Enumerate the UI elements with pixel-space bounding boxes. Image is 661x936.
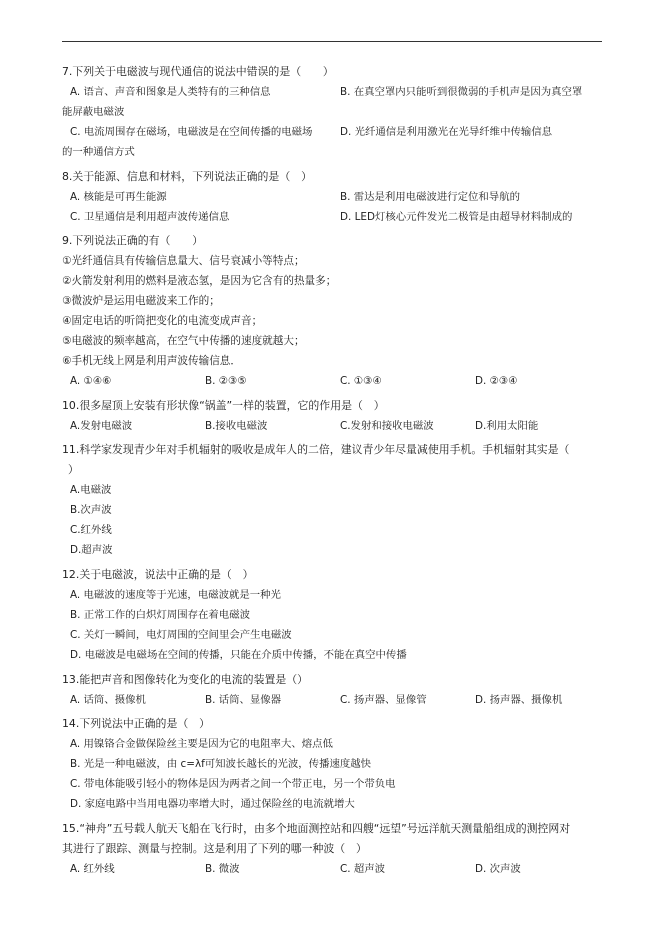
question-8-option-a[interactable]: A. 核能是可再生能源 [70, 190, 167, 203]
question-7-option-d-continued: 的一种通信方式 [62, 146, 135, 158]
question-7-option-b-continued: 能屏蔽电磁波 [62, 106, 125, 118]
question-10-options-row [62, 416, 610, 436]
question-14-option-d[interactable]: D. 家庭电路中当用电器功率增大时，通过保险丝的电流就增大 [70, 798, 355, 811]
question-15-option-d[interactable]: D. 次声波 [475, 862, 521, 875]
question-8-options-row-2 [62, 207, 610, 227]
question-15 [62, 819, 610, 879]
question-11 [62, 440, 610, 560]
question-9-option-a[interactable]: A. ①④⑥ [70, 375, 112, 388]
question-12-option-b[interactable]: B. 正常工作的白炽灯周围存在着电磁波 [70, 608, 250, 621]
question-15-options-row [62, 859, 610, 879]
question-9-statement-1: ①光纤通信具有传输信息量大、信号衰减小等特点； [62, 255, 305, 268]
question-14-option-a[interactable]: A. 用镍铬合金做保险丝主要是因为它的电阻率大、熔点低 [70, 738, 333, 751]
question-7 [62, 62, 610, 162]
question-7-options-row-2 [62, 122, 610, 142]
question-9-statement-4: ④固定电话的听筒把变化的电流变成声音； [62, 315, 263, 328]
question-9-options-row [62, 371, 610, 391]
question-11-stem-continued: ） [68, 463, 79, 477]
question-8-option-b[interactable]: B. 雷达是利用电磁波进行定位和导航的 [340, 190, 520, 203]
question-15-option-c[interactable]: C. 超声波 [340, 862, 386, 875]
question-13 [62, 670, 610, 710]
question-14 [62, 714, 610, 814]
question-10-option-c[interactable]: C.发射和接收电磁波 [340, 419, 434, 432]
question-15-stem: 15.“神舟”五号载人航天飞船在飞行时，由多个地面测控站和四艘“远望”号远洋航天测量船组成的测控网对 [62, 821, 571, 835]
question-9-option-b[interactable]: B. ②③⑤ [205, 375, 247, 388]
question-8-options-row-1 [62, 187, 610, 207]
question-10 [62, 396, 610, 436]
question-9-statement-3: ③微波炉是运用电磁波来工作的； [62, 295, 220, 308]
question-11-option-c[interactable]: C.红外线 [70, 524, 112, 537]
question-7-option-c[interactable]: C. 电流周围存在磁场，电磁波是在空间传播的电磁场 [70, 126, 313, 138]
question-12-option-c[interactable]: C. 关灯一瞬间，电灯周围的空间里会产生电磁波 [70, 628, 292, 641]
question-7-stem: 7.下列关于电磁波与现代通信的说法中错误的是（ ） [62, 65, 334, 78]
question-list [62, 62, 610, 883]
question-9-statement-2: ②火箭发射利用的燃料是液态氢，是因为它含有的热量多； [62, 275, 337, 288]
question-9-statement-5: ⑤电磁波的频率越高，在空气中传播的速度就越大； [62, 335, 305, 348]
question-7-option-d[interactable]: D. 光纤通信是利用激光在光导纤维中传输信息 [340, 126, 553, 138]
question-13-option-a[interactable]: A. 话筒、摄像机 [70, 693, 146, 706]
question-15-option-b[interactable]: B. 微波 [205, 862, 240, 875]
question-13-option-b[interactable]: B. 话筒、显像器 [205, 693, 282, 706]
question-14-option-c[interactable]: C. 带电体能吸引轻小的物体是因为两者之间一个带正电，另一个带负电 [70, 778, 396, 791]
question-10-stem: 10.很多屋顶上安装有形状像“锅盖”一样的装置，它的作用是（ ） [62, 398, 385, 412]
question-10-option-d[interactable]: D.利用太阳能 [475, 419, 539, 432]
question-13-option-c[interactable]: C. 扬声器、显像管 [340, 693, 427, 706]
header-rule [62, 41, 602, 42]
question-12-option-d[interactable]: D. 电磁波是电磁场在空间的传播，只能在介质中传播，不能在真空中传播 [70, 648, 407, 661]
question-11-option-a[interactable]: A.电磁波 [70, 484, 112, 497]
question-15-option-a[interactable]: A. 红外线 [70, 862, 115, 875]
question-11-stem: 11.科学家发现青少年对手机辐射的吸收是成年人的二倍，建议青少年尽量减使用手机。手机辐射其实是（ [62, 443, 570, 457]
question-13-stem: 13.能把声音和图像转化为变化的电流的装置是（） [62, 672, 309, 686]
question-9-stem: 9.下列说法正确的有（ ） [62, 234, 204, 248]
question-12-stem: 12.关于电磁波，说法中正确的是（ ） [62, 567, 254, 581]
question-8-option-c[interactable]: C. 卫星通信是利用超声波传递信息 [70, 210, 230, 223]
question-13-option-d[interactable]: D. 扬声器、摄像机 [475, 693, 563, 706]
question-13-options-row [62, 690, 610, 710]
question-9-statement-6: ⑥手机无线上网是利用声波传输信息． [62, 355, 241, 368]
question-14-option-b[interactable]: B. 光是一种电磁波，由 c=λf可知波长越长的光波，传播速度越快 [70, 758, 372, 771]
question-7-options-row-1 [62, 82, 610, 102]
question-9-option-c[interactable]: C. ①③④ [340, 375, 382, 388]
question-10-option-a[interactable]: A.发射电磁波 [70, 419, 133, 432]
question-8 [62, 167, 610, 227]
question-14-stem: 14.下列说法中正确的是（ ） [62, 717, 211, 731]
question-12-option-a[interactable]: A. 电磁波的速度等于光速，电磁波就是一种光 [70, 588, 281, 601]
question-11-option-b[interactable]: B.次声波 [70, 504, 112, 517]
question-7-option-a[interactable]: A. 语言、声音和图象是人类特有的三种信息 [70, 86, 271, 98]
question-9 [62, 231, 610, 391]
question-8-stem: 8.关于能源、信息和材料，下列说法正确的是（ ） [62, 169, 312, 183]
question-12 [62, 565, 610, 665]
question-8-option-d[interactable]: D. LED灯核心元件发光二极管是由超导材料制成的 [340, 210, 573, 223]
question-11-option-d[interactable]: D.超声波 [70, 544, 113, 557]
question-9-option-d[interactable]: D. ②③④ [475, 375, 518, 388]
question-7-option-b[interactable]: B. 在真空罩内只能听到很微弱的手机声是因为真空罩 [340, 86, 583, 98]
question-10-option-b[interactable]: B.接收电磁波 [205, 419, 268, 432]
question-15-stem-continued: 其进行了跟踪、测量与控制。这是利用了下列的哪一种波（ ） [62, 841, 367, 855]
